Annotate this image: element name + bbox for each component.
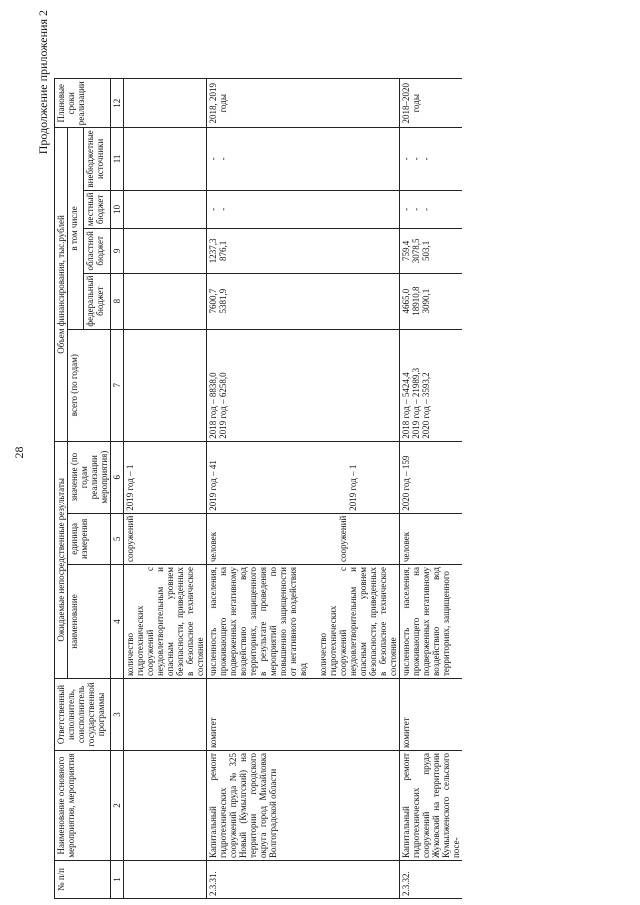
- col-number: 9: [111, 229, 124, 273]
- measure-name: Капитальный ремонт гидротехнических сооружений пруда № 325 Новый (Кумылгский) на территории городского округа город Михайловка Волгоградской области: [207, 751, 400, 861]
- header-regional: областной бюджет: [83, 229, 110, 273]
- header-name: Наименование основного мероприятия, мероприятия: [55, 751, 111, 861]
- col-number: 11: [111, 128, 124, 190]
- col-number: 8: [111, 273, 124, 329]
- header-local: местный бюджет: [83, 190, 110, 229]
- term-cell: 2018–2020 годы: [400, 79, 463, 128]
- col-number: 10: [111, 190, 124, 229]
- measure-name: Капитальный ремонт гидротехнических сооружений пруда Жуковский на территории Кумылженского сельского посе-: [400, 751, 463, 861]
- indicator-unit: человек: [400, 513, 463, 564]
- page-number: 28: [12, 446, 26, 459]
- regional-value: 503,1: [421, 240, 431, 261]
- indicator-cell: [207, 565, 400, 679]
- header-terms: Плановые сроки реализации: [55, 79, 111, 128]
- extra-value: -: [218, 157, 228, 161]
- extra-cell: [207, 128, 400, 190]
- table-row: [207, 79, 400, 899]
- col-number: 4: [111, 565, 124, 679]
- local-value: -: [411, 207, 421, 211]
- federal-value: 3090,1: [421, 288, 431, 314]
- regional-value: 876,1: [218, 240, 228, 261]
- header-federal: федеральный бюджет: [83, 273, 110, 329]
- local-value: -: [218, 207, 228, 211]
- indicator-unit: человек: [208, 531, 218, 562]
- federal-cell: [207, 273, 400, 329]
- regional-value: 3078,5: [411, 238, 421, 264]
- col-number: 7: [111, 329, 124, 441]
- table-row: [400, 79, 463, 899]
- header-responsible: Ответственный исполнитель, соисполнитель государственной программы: [55, 679, 111, 751]
- extra-cell: [400, 128, 463, 190]
- total-value: 2018 год – 5424,4: [401, 372, 411, 439]
- header-value: значение (по годам реализации мероприятия): [68, 441, 111, 513]
- table-row-continuation: [124, 79, 207, 899]
- responsible: комитет: [400, 679, 463, 751]
- row-number: 2.3.31.: [207, 861, 400, 899]
- total-value: 2018 год – 8838,0: [208, 372, 218, 439]
- indicator-value: 2019 год – 1: [124, 441, 207, 513]
- extra-value: -: [421, 157, 431, 161]
- column-numbers-row: [111, 79, 124, 899]
- local-value: -: [401, 207, 411, 211]
- federal-cell: [400, 273, 463, 329]
- row-number: 2.3.32.: [400, 861, 463, 899]
- local-cell: [207, 190, 400, 229]
- col-number: 5: [111, 513, 124, 564]
- header-row-1: [55, 79, 68, 899]
- indicator-unit: сооружений: [124, 513, 207, 564]
- indicator-name: численность населения, проживающего на подверженных негативному воздействию вод территориях, защищенного в результате проведения мероприятий по повышению защищенности от негативного воздействия вод: [208, 567, 308, 676]
- federal-value: 7600,7: [208, 288, 218, 314]
- header-extrabudget: внебюджетные источники: [83, 128, 110, 190]
- col-number: 12: [111, 79, 124, 128]
- regional-value: 759,4: [401, 240, 411, 261]
- col-number: 3: [111, 679, 124, 751]
- indicator-value: 2020 год – 159: [400, 441, 463, 513]
- indicator-value: 2019 год – 1: [348, 464, 358, 511]
- total-cell: [400, 329, 463, 441]
- extra-value: -: [401, 157, 411, 161]
- regional-cell: [400, 229, 463, 273]
- page-subtitle: Продолжение приложения 2: [36, 10, 50, 155]
- indicator-value: 2019 год – 41: [208, 460, 218, 511]
- responsible: комитет: [207, 679, 400, 751]
- total-value: 2020 год – 3593,2: [421, 372, 431, 439]
- indicator-unit: сооружений: [338, 515, 348, 562]
- local-value: -: [208, 207, 218, 211]
- header-num: № п/п: [55, 861, 111, 899]
- local-value: -: [421, 207, 431, 211]
- unit-cell: [207, 513, 400, 564]
- indicator-name: количество гидротехнических сооружений с неудовлетворительным и опасным уровнем безопасности, приведенных в безопасное техническое состояние: [318, 567, 398, 676]
- header-total: всего (по годам): [68, 329, 111, 441]
- indicator-name: численность населения, проживающего на подверженных негативному воздействию вод территориях, защищенного: [400, 565, 463, 679]
- regional-cell: [207, 229, 400, 273]
- header-finance-group: Объем финансирования, тыс.рублей: [55, 128, 68, 441]
- value-cell: [207, 441, 400, 513]
- total-value: 2019 год – 6258,0: [218, 372, 228, 439]
- term-cell: 2018, 2019 годы: [207, 79, 400, 128]
- extra-value: -: [208, 157, 218, 161]
- indicator-name: количество гидротехнических сооружений с неудовлетворительным и опасным уровнем безопасности, приведенных в безопасное техническое состояние: [124, 565, 207, 679]
- federal-value: 4665,0: [401, 288, 411, 314]
- col-number: 2: [111, 751, 124, 861]
- program-table: [54, 78, 462, 899]
- col-number: 6: [111, 441, 124, 513]
- header-results-group: Ожидаемые непосредственные результаты: [55, 441, 68, 678]
- col-number: 1: [111, 861, 124, 899]
- federal-value: 18910,8: [411, 286, 421, 316]
- regional-value: 1237,3: [208, 238, 218, 264]
- header-including: в том числе: [68, 128, 84, 329]
- extra-value: -: [411, 157, 421, 161]
- total-cell: [207, 329, 400, 441]
- header-unit: единица измерения: [68, 513, 111, 564]
- federal-value: 5381,9: [218, 288, 228, 314]
- total-value: 2019 год – 21989,3: [411, 367, 421, 439]
- header-indicator: наименование: [68, 565, 111, 679]
- local-cell: [400, 190, 463, 229]
